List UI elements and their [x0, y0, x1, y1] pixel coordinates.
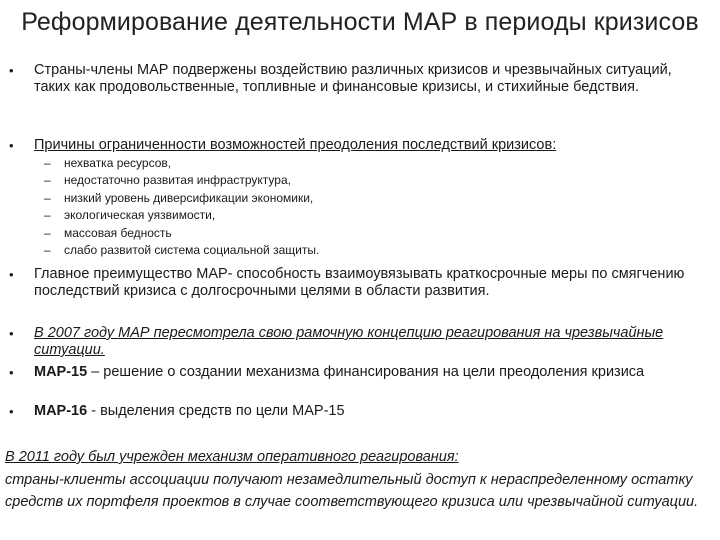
- sublist-item-text: слабо развитой система социальной защиты.: [64, 242, 320, 257]
- ida15-label: МАР-15: [34, 364, 88, 380]
- dash-marker: –: [44, 173, 51, 188]
- sublist-item-text: массовая бедность: [64, 225, 172, 240]
- bullet-marker: •: [9, 63, 14, 78]
- bullet-marker: •: [9, 404, 14, 419]
- dash-marker: –: [44, 242, 51, 257]
- bullet-marker: •: [9, 365, 14, 380]
- sublist-item-text: экологическая уязвимости,: [64, 208, 216, 223]
- bullet-text: [34, 364, 706, 381]
- bullet-text: В 2007 году МАР пересмотрела свою рамочную концепцию реагирования на чрезвычайные ситуации.: [34, 325, 664, 358]
- footer-body: страны-клиенты ассоциации получают незамедлительный доступ к нераспределенному остатку средств их портфеля проектов в случае соответствующего кризиса или чрезвычайной ситуации.: [5, 471, 699, 510]
- footer-heading: В 2011 году был учрежден механизм оперативного реагирования:: [5, 449, 459, 465]
- sublist-item-text: нехватка ресурсов,: [64, 156, 172, 170]
- bullet-marker: •: [9, 267, 14, 282]
- bullet-text: [34, 403, 706, 420]
- ida15-description: – решение о создании механизма финансирования на цели преодоления кризиса: [87, 364, 645, 380]
- slide-title: Реформирование деятельности МАР в периоды кризисов: [21, 8, 699, 36]
- bullet-text: Причины ограниченности возможностей преодоления последствий кризисов:: [34, 137, 557, 153]
- dash-marker: –: [44, 156, 51, 170]
- causes-sublist: [44, 155, 684, 259]
- bullet-text: Страны-члены МАР подвержены воздействию различных кризисов и чрезвычайных ситуаций, таких как продовольственные, топливные и финансовые кризисы, и стихийные бедствия.: [34, 62, 672, 95]
- sublist-item: [44, 242, 684, 259]
- sublist-item: [44, 155, 684, 172]
- dash-marker: –: [44, 225, 51, 240]
- bullet-marker: •: [9, 326, 14, 341]
- sublist-item: [44, 172, 684, 189]
- sublist-item: [44, 190, 684, 207]
- sublist-item-text: низкий уровень диверсификации экономики,: [64, 190, 314, 205]
- ida16-label: МАР-16: [34, 403, 88, 419]
- bullet-text: Главное преимущество МАР- способность взаимоувязывать краткосрочные меры по смягчению последствий кризиса с долгосрочными целями в области развития.: [34, 266, 685, 299]
- dash-marker: –: [44, 208, 51, 223]
- ida16-description: - выделения средств по цели МАР-15: [87, 403, 345, 419]
- footer-note: [5, 446, 715, 514]
- sublist-item: [44, 207, 684, 224]
- sublist-item-text: недостаточно развитая инфраструктура,: [64, 173, 291, 188]
- bullet-marker: •: [9, 138, 14, 153]
- dash-marker: –: [44, 190, 51, 205]
- sublist-item: [44, 225, 684, 242]
